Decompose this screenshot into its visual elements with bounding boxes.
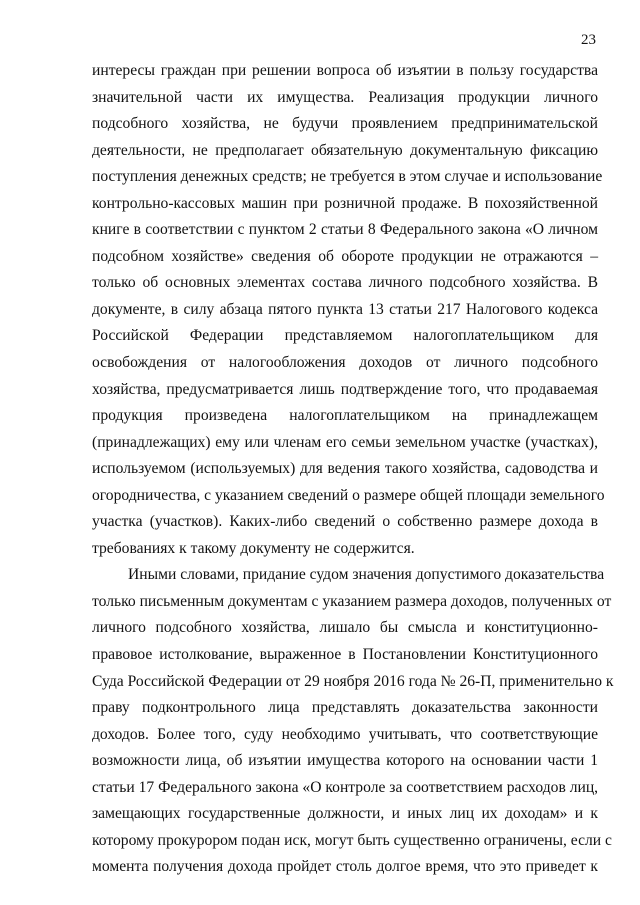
text-line: праву подконтрольного лица представлять доказательства законности (92, 699, 598, 717)
text-line: подсобном хозяйстве» сведения об обороте продукции не отражаются – (92, 247, 598, 265)
text-line: статьи 17 Федерального закона «О контроле за соответствием расходов лиц, (92, 778, 599, 796)
text-line: контрольно-кассовых машин при розничной продаже. В похозяйственной (92, 194, 598, 212)
text-line: используемом (используемых) для ведения такого хозяйства, садоводства и (92, 460, 598, 478)
text-line: огородничества, с указанием сведений о размере общей площади земельного (92, 486, 605, 504)
text-line: доходов. Более того, суду необходимо учитывать, что соответствующие (92, 725, 598, 743)
paragraph (92, 562, 614, 881)
text-line: подсобного хозяйства, не будучи проявлением предпринимательской (92, 115, 598, 133)
text-line: значительной части их имущества. Реализация продукции личного (92, 88, 598, 106)
text-line: деятельности, не предполагает обязательную документальную фиксацию (92, 141, 598, 159)
page-number: 23 (581, 32, 596, 48)
paragraph (92, 58, 605, 562)
text-line: Суда Российской Федерации от 29 ноября 2016 года № 26-П, применительно к (92, 672, 614, 690)
text-line: только письменным документам с указанием размера доходов, полученных от (92, 592, 612, 610)
text-line: поступления денежных средств; не требуется в этом случае и использование (92, 168, 603, 186)
text-line: только об основных элементах состава личного подсобного хозяйства. В (92, 274, 598, 292)
text-line: Иными словами, придание судом значения допустимого доказательства (128, 566, 605, 584)
text-line: замещающих государственные должности, и иных лиц их доходам» и к (92, 805, 598, 823)
text-line: участка (участков). Каких-либо сведений о собственно размере дохода в (92, 513, 598, 531)
text-line: освобождения от налогообложения доходов от личного подсобного (92, 354, 598, 372)
text-line: требованиях к такому документу не содержится. (92, 539, 415, 557)
text-line: момента получения дохода пройдет столь долгое время, что это приведет к (92, 858, 598, 876)
text-line: документе, в силу абзаца пятого пункта 13 статьи 217 Налогового кодекса (92, 300, 598, 318)
text-line: хозяйства, предусматривается лишь подтверждение того, что продаваемая (92, 380, 598, 398)
text-line: продукция произведена налогоплательщиком на принадлежащем (92, 407, 598, 425)
text-line: возможности лица, об изъятии имущества которого на основании части 1 (92, 752, 598, 770)
document-body (92, 58, 614, 881)
text-line: книге в соответствии с пунктом 2 статьи 8 Федерального закона «О личном (92, 221, 598, 239)
text-line: личного подсобного хозяйства, лишало бы смысла и конституционно- (92, 619, 598, 637)
text-line: интересы граждан при решении вопроса об изъятии в пользу государства (92, 62, 598, 79)
text-line: правовое истолкование, выраженное в Постановлении Конституционного (92, 646, 598, 664)
text-line: (принадлежащих) ему или членам его семьи земельном участке (участках), (92, 433, 598, 451)
text-line: Российской Федерации представляемом налогоплательщиком для (92, 327, 598, 345)
text-line: которому прокурором подан иск, могут быть существенно ограничены, если с (92, 831, 612, 849)
